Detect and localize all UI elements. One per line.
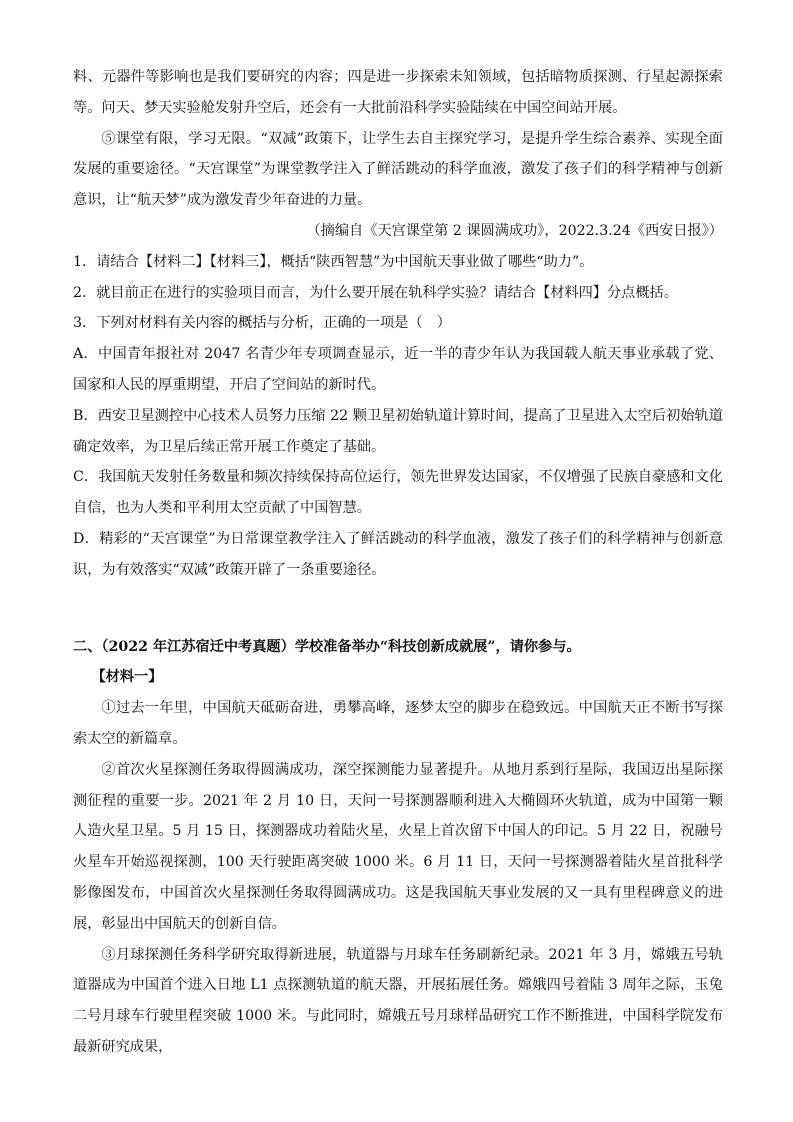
material-1-paragraph-2: ②首次火星探测任务取得圆满成功，深空探测能力显著提升。从地月系到行星际，我国迈出星际探测征程的重要一步。2021 年 2 月 10 日，天问一号探测器顺利进入大椭圆环火轨道，成为中国第一颗人造火星卫星。5 月 15 日，探测器成功着陆火星，火星上首次留下中国人的印记。5 月 22 日，祝融号火星车开始巡视探测，100 天行驶距离突破 1000 米。6 月 11 日，天问一号探测器着陆火星首批科学影像图发布，中国首次火星探测任务取得圆满成功。这是我国航天事业发展的又一具有里程碑意义的进展，彰显出中国航天的创新自信。 — [73, 761, 723, 932]
material-1-paragraph-1: ①过去一年里，中国航天砥砺奋进，勇攀高峰，逐梦太空的脚步在稳致远。中国航天正不断书写探索太空的新篇章。 — [73, 700, 723, 747]
option-a: A．中国青年报社对 2047 名青少年专项调查显示，近一半的青少年认为我国载人航天事业承载了党、国家和人民的厚重期望，开启了空间站的新时代。 — [73, 346, 723, 393]
source-citation: （摘编自《天宫课堂第 2 课圆满成功》，2022.3.24《西安日报》） — [306, 222, 723, 239]
option-d: D．精彩的“天宫课堂”为日常课堂教学注入了鲜活跳动的科学血液，激发了孩子们的科学精神与创新意识，为有效落实“双减”政策开辟了一条重要途径。 — [73, 530, 723, 578]
document-body — [73, 62, 723, 1063]
section-gap — [73, 586, 723, 632]
paragraph-5: ⑤课堂有限，学习无限。“双减”政策下，让学生去自主探究学习，是提升学生综合素养、实现全面发展的重要途径。“天宫课堂”为课堂教学注入了鲜活跳动的科学血液，激发了孩子们的科学精神与创新意识，让“航天梦”成为激发青少年奋进的力量。 — [73, 130, 723, 209]
material-1-paragraph-3: ③月球探测任务科学研究取得新进展，轨道器与月球车任务刷新纪录。2021 年 3 月，嫦娥五号轨道器成为中国首个进入日地 L1 点探测轨道的航天器，开展拓展任务。嫦娥四号着陆 3 周年之际，玉兔二号月球车行驶里程突破 1000 米。与此同时，嫦娥五号月球样品研究工作不断推进，中国科学院发布最新研究成果， — [73, 946, 723, 1055]
option-c: C．我国航天发射任务数量和频次持续保持高位运行，领先世界发达国家，不仅增强了民族自豪感和文化自信，也为人类和平利用太空贡献了中国智慧。 — [73, 469, 723, 517]
section-2-heading: 二、（2022 年江苏宿迁中考真题）学校准备举办“科技创新成就展”，请你参与。 — [73, 638, 581, 655]
question-1: 1．请结合【材料二】【材料三】，概括“陕西智慧”为中国航天事业做了哪些“助力”。 — [73, 253, 594, 270]
question-2: 2．就目前正在进行的实验项目而言，为什么要开展在轨科学实验？请结合【材料四】分点概括。 — [73, 284, 678, 301]
option-b: B．西安卫星测控中心技术人员努力压缩 22 颗卫星初始轨道计算时间，提高了卫星进入太空后初始轨道确定效率，为卫星后续正常开展工作奠定了基础。 — [73, 407, 723, 455]
question-3: 3．下列对材料有关内容的概括与分析，正确的一项是（ ） — [73, 315, 451, 332]
paragraph-continued: 料、元器件等影响也是我们要研究的内容；四是进一步探索未知领域，包括暗物质探测、行星起源探索等。问天、梦天实验舱发射升空后，还会有一大批前沿科学实验陆续在中国空间站开展。 — [73, 69, 723, 116]
material-1-title: 【材料一】 — [91, 669, 163, 686]
